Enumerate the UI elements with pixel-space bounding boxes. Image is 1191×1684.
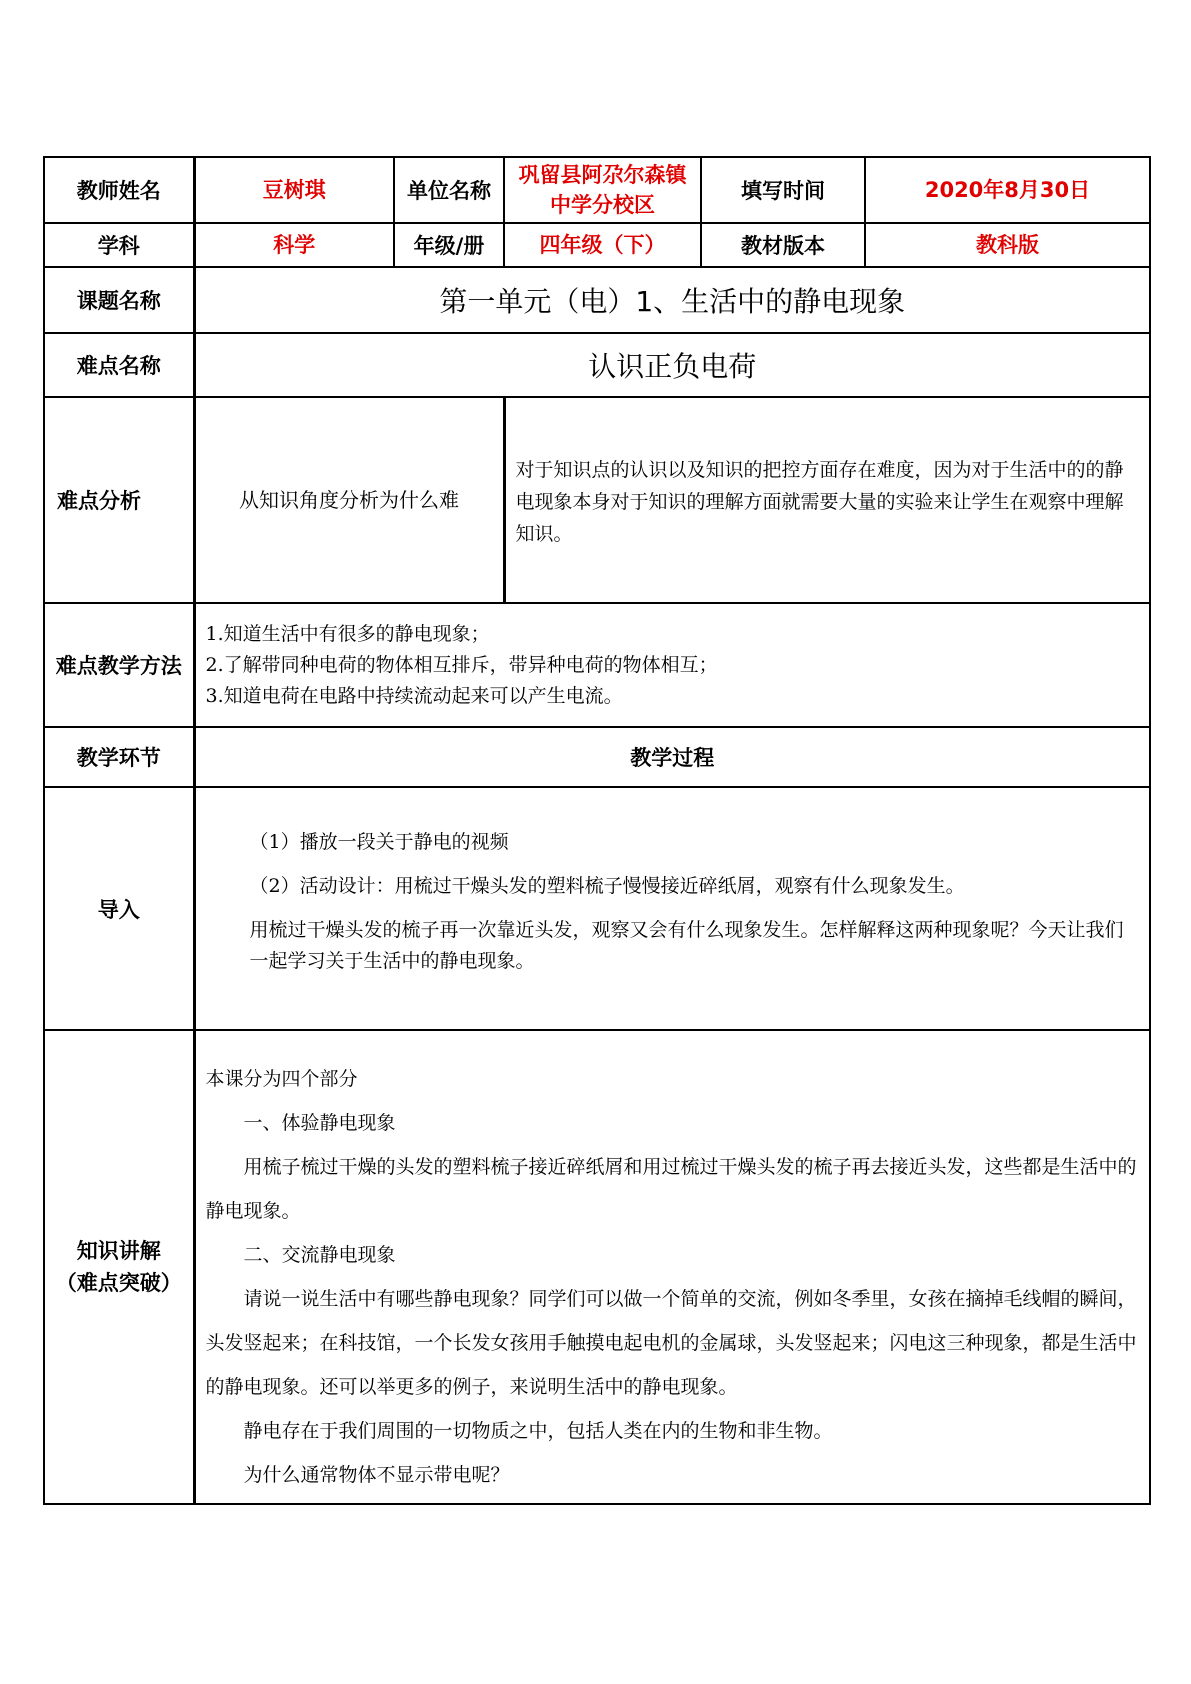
intro-content: [194, 787, 1150, 1030]
date-value: 2020年8月30日: [865, 157, 1150, 223]
intro-paragraph: 用梳过干燥头发的梳子再一次靠近头发，观察又会有什么现象发生。怎样解释这两种现象呢？今天让我们一起学习关于生活中的静电现象。: [249, 918, 1124, 972]
methods-list: [194, 603, 1150, 727]
header-row-2: [44, 223, 1150, 267]
grade-value: 四年级（下）: [504, 223, 701, 267]
grade-label: 年级/册: [394, 223, 504, 267]
intro-paragraph: （1）播放一段关于静电的视频: [249, 830, 509, 853]
knowledge-label-line1: 知识讲解: [76, 1239, 161, 1263]
topic-label: 课题名称: [44, 267, 194, 333]
edition-label: 教材版本: [701, 223, 865, 267]
intro-row: [44, 787, 1150, 1030]
analysis-row: [44, 397, 1150, 603]
difficulty-value: 认识正负电荷: [194, 333, 1150, 397]
subject-value: 科学: [194, 223, 394, 267]
method-item: 3.知道电荷在电路中持续流动起来可以产生电流。: [205, 684, 623, 707]
knowledge-row: [44, 1030, 1150, 1504]
process-header-row: [44, 727, 1150, 787]
intro-paragraph: （2）活动设计：用梳过干燥头发的塑料梳子慢慢接近碎纸屑，观察有什么现象发生。: [249, 874, 965, 897]
knowledge-paragraph: 请说一说生活中有哪些静电现象？同学们可以做一个简单的交流，例如冬季里，女孩在摘掉毛线帽的瞬间，头发竖起来；在科技馆，一个长发女孩用手触摸电起电机的金属球，头发竖起来；闪电这三种现象，都是生活中的静电现象。还可以举更多的例子，来说明生活中的静电现象。: [205, 1288, 1137, 1398]
intro-label: 导入: [44, 787, 194, 1030]
knowledge-label-line2: （难点突破）: [55, 1271, 182, 1295]
lesson-plan-table: [43, 156, 1151, 1505]
methods-row: [44, 603, 1150, 727]
unit-value-line2: 中学分校区: [550, 193, 655, 217]
unit-value-line1: 巩留县阿尕尔森镇: [518, 163, 687, 187]
process-label: 教学环节: [44, 727, 194, 787]
method-item: 1.知道生活中有很多的静电现象；: [205, 622, 490, 645]
method-item: 2.了解带同种电荷的物体相互排斥，带异种电荷的物体相互；: [205, 653, 718, 676]
date-label: 填写时间: [701, 157, 865, 223]
topic-row: [44, 267, 1150, 333]
subject-label: 学科: [44, 223, 194, 267]
difficulty-label: 难点名称: [44, 333, 194, 397]
edition-value: 教科版: [865, 223, 1150, 267]
methods-label: 难点教学方法: [44, 603, 194, 727]
knowledge-paragraph: 静电存在于我们周围的一切物质之中，包括人类在内的生物和非生物。: [243, 1420, 833, 1442]
knowledge-content: [194, 1030, 1150, 1504]
unit-label: 单位名称: [394, 157, 504, 223]
knowledge-paragraph: 本课分为四个部分: [205, 1068, 358, 1090]
topic-value: 第一单元（电）1、生活中的静电现象: [194, 267, 1150, 333]
knowledge-paragraph: 用梳子梳过干燥的头发的塑料梳子接近碎纸屑和用过梳过干燥头发的梳子再去接近头发，这些都是生活中的静电现象。: [205, 1156, 1137, 1222]
unit-value: [504, 157, 701, 223]
knowledge-paragraph: 为什么通常物体不显示带电呢？: [243, 1464, 510, 1486]
teacher-label: 教师姓名: [44, 157, 194, 223]
knowledge-paragraph: 一、体验静电现象: [243, 1112, 396, 1134]
analysis-label: 难点分析: [44, 397, 194, 603]
header-row-1: [44, 157, 1150, 223]
analysis-text: 对于知识点的认识以及知识的把控方面存在难度，因为对于生活中的的静电现象本身对于知识的理解方面就需要大量的实验来让学生在观察中理解知识。: [504, 397, 1150, 603]
process-value: 教学过程: [194, 727, 1150, 787]
knowledge-paragraph: 二、交流静电现象: [243, 1244, 396, 1266]
analysis-sub-label: 从知识角度分析为什么难: [194, 397, 504, 603]
teacher-value: 豆树琪: [194, 157, 394, 223]
knowledge-label: [44, 1030, 194, 1504]
difficulty-row: [44, 333, 1150, 397]
